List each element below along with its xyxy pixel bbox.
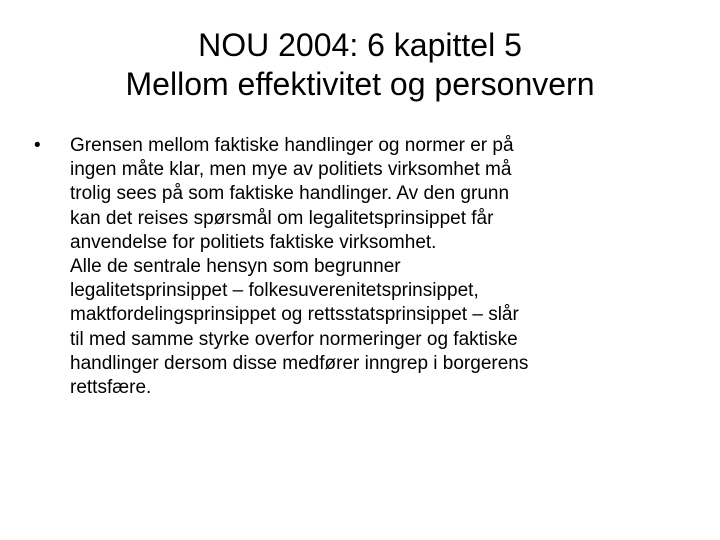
title-line-1: NOU 2004: 6 kapittel 5 bbox=[198, 27, 522, 63]
paragraph-2-line-4: til med samme styrke overfor normeringer og faktiske bbox=[70, 328, 518, 350]
paragraph-2-line-3: maktfordelingsprinsippet og rettsstatsprinsippet – slår bbox=[70, 304, 519, 326]
paragraph-2-line-1: Alle de sentrale hensyn som begrunner bbox=[70, 256, 401, 278]
paragraph-1-line-2: ingen måte klar, men mye av politiets virksomhet må bbox=[70, 159, 512, 181]
paragraph-2-line-6: rettsfære. bbox=[70, 377, 152, 399]
paragraph-2-line-5: handlinger dersom disse medfører inngrep i borgerens bbox=[70, 352, 529, 374]
paragraph-1-line-1: Grensen mellom faktiske handlinger og normer er på bbox=[70, 135, 514, 156]
paragraph-2-line-2: legalitetsprinsippet – folkesuverenitetsprinsippet, bbox=[70, 280, 479, 302]
paragraph-1 bbox=[70, 134, 694, 255]
paragraph-1-line-4: kan det reises spørsmål om legalitetsprinsippet får bbox=[70, 207, 494, 229]
bullet-icon: • bbox=[34, 135, 41, 156]
slide-title bbox=[36, 26, 684, 104]
paragraph-2 bbox=[70, 255, 694, 400]
paragraph-1-line-3: trolig sees på som faktiske handlinger. Av den grunn bbox=[70, 183, 510, 205]
bullet-item bbox=[34, 134, 694, 400]
slide-body bbox=[34, 134, 694, 400]
title-line-2: Mellom effektivitet og personvern bbox=[125, 66, 595, 102]
paragraph-1-line-5: anvendelse for politiets faktiske virksomhet. bbox=[70, 231, 437, 253]
